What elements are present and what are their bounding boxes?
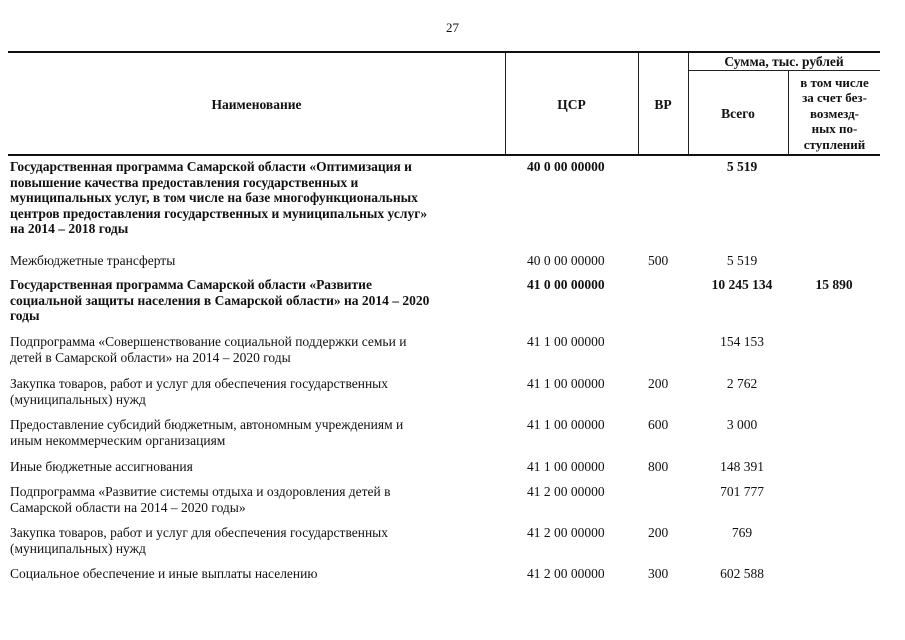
- row-total: 148 391: [720, 459, 764, 474]
- row-csr: 41 1 00 00000: [527, 417, 605, 432]
- row-total: 10 245 134: [711, 277, 773, 292]
- row-csr: 41 1 00 00000: [527, 376, 605, 391]
- row-name-line: социальной защиты населения в Самарской области» на 2014 – 2020: [10, 292, 430, 308]
- row-name-line: (муниципальных) нужд: [10, 540, 146, 556]
- row-csr: 41 2 00 00000: [527, 566, 605, 581]
- row-total: 769: [731, 525, 753, 540]
- row-name-line: Межбюджетные трансферты: [10, 253, 176, 268]
- row-vr: 800: [648, 459, 669, 474]
- row-vr: 200: [648, 525, 669, 540]
- row-free-receipts: 15 890: [815, 277, 853, 292]
- row-name-line: центров предоставления государственных и муниципальных услуг»: [10, 205, 428, 221]
- row-csr: 41 2 00 00000: [527, 525, 605, 540]
- row-name: [10, 376, 490, 407]
- row-name-line: Государственная программа Самарской области «Развитие: [10, 277, 372, 292]
- row-name: [10, 159, 490, 237]
- row-vr: 300: [648, 566, 669, 581]
- table-header: [8, 51, 880, 156]
- row-total: 154 153: [720, 334, 764, 349]
- row-name-line: Государственная программа Самарской области «Оптимизация и: [10, 159, 412, 174]
- header-csr: ЦСР: [557, 96, 586, 112]
- row-name: [10, 253, 490, 269]
- header-free-line: ных по-: [811, 121, 858, 137]
- row-name-line: Предоставление субсидий бюджетным, автономным учреждениям и: [10, 417, 404, 432]
- row-vr: 200: [648, 376, 669, 391]
- row-csr: 41 0 00 00000: [527, 277, 605, 292]
- header-free-line: возмезд-: [810, 105, 859, 121]
- row-name-line: Закупка товаров, работ и услуг для обеспечения государственных: [10, 525, 389, 540]
- row-name-line: годы: [10, 308, 40, 323]
- row-name-line: иным некоммерческим организациям: [10, 432, 226, 448]
- row-name-line: на 2014 – 2018 годы: [10, 221, 129, 236]
- row-name-line: Иные бюджетные ассигнования: [10, 459, 193, 474]
- row-total: 701 777: [720, 484, 764, 499]
- row-csr: 41 1 00 00000: [527, 459, 605, 474]
- row-name-line: Подпрограмма «Совершенствование социальной поддержки семьи и: [10, 334, 407, 349]
- row-name-line: (муниципальных) нужд: [10, 391, 146, 407]
- header-free-line: в том числе: [800, 74, 869, 90]
- row-name-line: Подпрограмма «Развитие системы отдыха и оздоровления детей в: [10, 484, 391, 499]
- row-total: 602 588: [720, 566, 764, 581]
- row-total: 3 000: [726, 417, 758, 432]
- row-name-line: муниципальных услуг, в том числе на базе многофункциональных: [10, 190, 418, 205]
- row-name-line: Социальное обеспечение и иные выплаты населению: [10, 566, 318, 581]
- row-name-line: повышение качества предоставления государственных и: [10, 174, 359, 190]
- row-csr: 41 2 00 00000: [527, 484, 605, 499]
- row-name: [10, 277, 490, 324]
- row-vr: 600: [648, 417, 669, 432]
- row-name: [10, 459, 490, 475]
- row-csr: 41 1 00 00000: [527, 334, 605, 349]
- page-number: 27: [446, 20, 459, 35]
- row-name-line: Самарской области на 2014 – 2020 годы»: [10, 499, 246, 515]
- header-free-line: за счет без-: [802, 90, 867, 106]
- header-total: Всего: [721, 105, 755, 121]
- row-name: [10, 484, 490, 515]
- header-free-receipts: [789, 71, 880, 156]
- row-total: 5 519: [726, 159, 758, 174]
- row-total: 5 519: [726, 253, 758, 268]
- header-free-line: ступлений: [803, 136, 866, 152]
- row-csr: 40 0 00 00000: [527, 253, 605, 268]
- row-name: [10, 566, 490, 582]
- row-name-line: детей в Самарской области» на 2014 – 2020 годы: [10, 349, 291, 365]
- row-csr: 40 0 00 00000: [527, 159, 605, 174]
- row-name-line: Закупка товаров, работ и услуг для обеспечения государственных: [10, 376, 389, 391]
- row-vr: 500: [648, 253, 669, 268]
- row-name: [10, 334, 490, 365]
- row-name: [10, 525, 490, 556]
- header-vr: ВР: [654, 96, 672, 112]
- header-sum-group: Сумма, тыс. рублей: [724, 53, 844, 69]
- header-name: Наименование: [211, 96, 302, 112]
- row-total: 2 762: [726, 376, 758, 391]
- row-name: [10, 417, 490, 448]
